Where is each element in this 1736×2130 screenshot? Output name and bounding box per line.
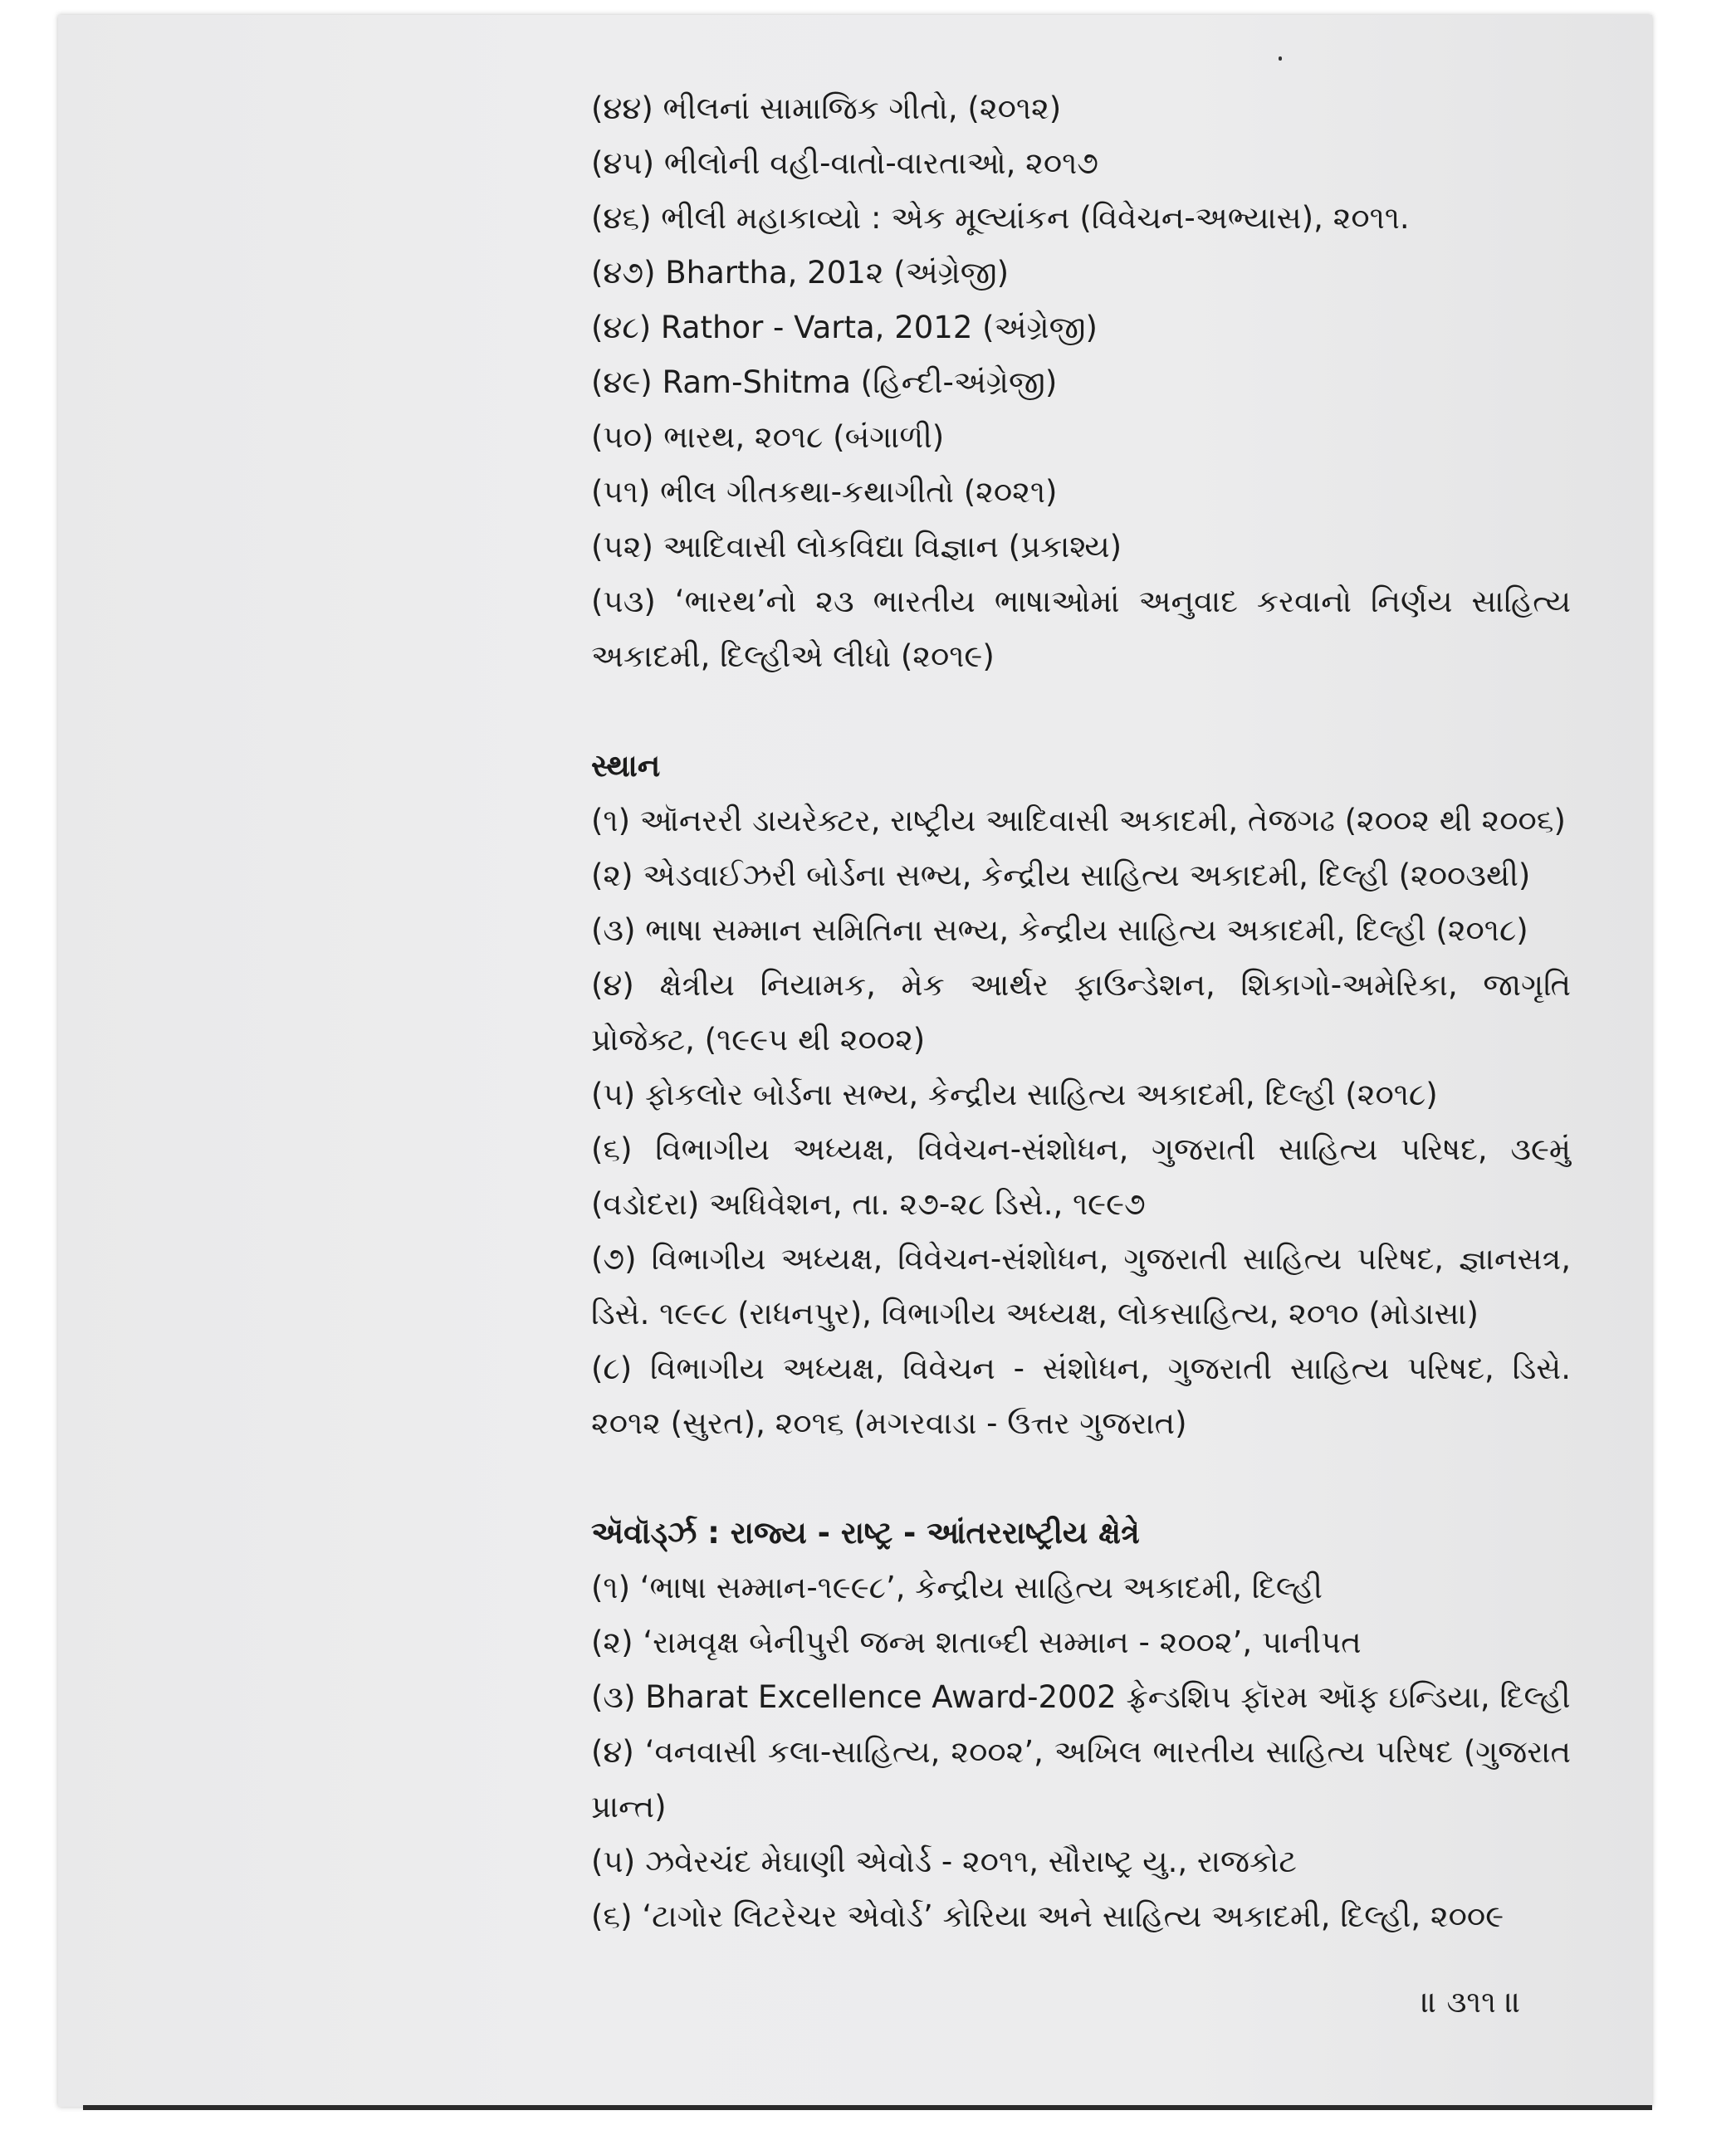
list-item: (૪૫) ભીલોની વહી-વાતો-વારતાઓ, ૨૦૧૭: [591, 145, 1098, 181]
positions-section: [591, 739, 1571, 1451]
section-heading: સ્થાન: [591, 748, 661, 784]
list-item: (૫૩) ‘ભારથ’નો ૨૩ ભારતીય ભાષાઓમાં અનુવાદ કરવાનો નિર્ણય સાહિત્ય અકાદમી, દિલ્હીએ લીધો (૨૦૧૯): [591, 584, 1571, 674]
list-item: (૪૮) Rathor - Varta, 2012 (અંગ્રેજી): [591, 310, 1098, 345]
ink-speck: [1279, 56, 1282, 61]
list-item: (૪૭) Bhartha, 201૨ (અંગ્રેજી): [591, 255, 1010, 291]
page-bottom-edge: [83, 2105, 1652, 2110]
list-item: (૬) ‘ટાગોર લિટરેચર એવોર્ડ’ કોરિયા અને સાહિત્ય અકાદમી, દિલ્હી, ૨૦૦૯: [591, 1898, 1504, 1934]
list-item: (૪૪) ભીલનાં સામાજિક ગીતો, (૨૦૧૨): [591, 90, 1062, 126]
books-list: [591, 81, 1571, 684]
list-item: (૨) ‘રામવૃક્ષ બેનીપુરી જન્મ શતાબ્દી સમ્માન - ૨૦૦૨’, પાનીપત: [591, 1624, 1362, 1660]
section-gap: [591, 1451, 1571, 1506]
list-item: (૪) ‘વનવાસી કલા-સાહિત્ય, ૨૦૦૨’, અખિલ ભારતીય સાહિત્ય પરિષદ (ગુજરાત પ્રાન્ત): [591, 1734, 1571, 1825]
list-item: (૩) Bharat Excellence Award-2002 ફ્રેન્ડશિપ ફૉરમ ઑફ ઇન્ડિયા, દિલ્હી: [591, 1679, 1571, 1715]
list-item: (૬) વિભાગીય અધ્યક્ષ, વિવેચન-સંશોધન, ગુજરાતી સાહિત્ય પરિષદ, ૩૯મું (વડોદરા) અધિવેશન, તા. ૨૭-૨૮ ડિસે., ૧૯૯૭: [591, 1131, 1571, 1222]
list-item: (૮) વિભાગીય અધ્યક્ષ, વિવેચન - સંશોધન, ગુજરાતી સાહિત્ય પરિષદ, ડિસે. ૨૦૧૨ (સુરત), ૨૦૧૬ (મગરવાડા - ઉત્તર ગુજરાત): [591, 1351, 1571, 1441]
list-item: (૨) એડવાઈઝરી બોર્ડના સભ્ય, કેન્દ્રીય સાહિત્ય અકાદમી, દિલ્હી (૨૦૦૩થી): [591, 857, 1531, 893]
list-item: (૫૦) ભારથ, ૨૦૧૮ (બંગાળી): [591, 419, 945, 455]
list-item: (૫૨) આદિવાસી લોકવિદ્યા વિજ્ઞાન (પ્રકાશ્ય): [591, 529, 1122, 564]
awards-section: [591, 1506, 1571, 1944]
list-item: (૪) ક્ષેત્રીય નિયામક, મેક આર્થર ફાઉન્ડેશન, શિકાગો-અમેરિકા, જાગૃતિ પ્રોજેક્ટ, (૧૯૯૫ થી ૨૦૦૨): [591, 967, 1571, 1058]
page-number: ॥ ૩૧૧ ॥: [1421, 1986, 1522, 2020]
list-item: (૫) ઝવેરચંદ મેઘાણી એવોર્ડ - ૨૦૧૧, સૌરાષ્ટ્ર યુ., રાજકોટ: [591, 1844, 1297, 1879]
list-item: (૧) ઑનરરી ડાયરેક્ટર, રાષ્ટ્રીય આદિવાસી અકાદમી, તેજગઢ (૨૦૦૨ થી ૨૦૦૬): [591, 803, 1566, 838]
list-item: (૪૯) Ram-Shitma (હિન્દી-અંગ્રેજી): [591, 364, 1058, 400]
list-item: (૪૬) ભીલી મહાકાવ્યો : એક મૂલ્યાંકન (વિવેચન-અભ્યાસ), ૨૦૧૧.: [591, 200, 1410, 236]
page-content: [591, 81, 1571, 1944]
list-item: (૫) ફોકલોર બોર્ડના સભ્ય, કેન્દ્રીય સાહિત્ય અકાદમી, દિલ્હી (૨૦૧૮): [591, 1077, 1438, 1112]
list-item: (૧) ‘ભાષા સમ્માન-૧૯૯૮’, કેન્દ્રીય સાહિત્ય અકાદમી, દિલ્હી: [591, 1570, 1323, 1605]
list-item: (૭) વિભાગીય અધ્યક્ષ, વિવેચન-સંશોધન, ગુજરાતી સાહિત્ય પરિષદ, જ્ઞાનસત્ર, ડિસે. ૧૯૯૮ (રાધનપુર), વિભાગીય અધ્યક્ષ, લોકસાહિત્ય, ૨૦૧૦ (મોડાસા): [591, 1241, 1571, 1331]
section-gap: [591, 684, 1571, 739]
list-item: (૩) ભાષા સમ્માન સમિતિના સભ્ય, કેન્દ્રીય સાહિત્ય અકાદમી, દિલ્હી (૨૦૧૮): [591, 912, 1528, 948]
section-heading: ઍવૉર્ડ્ઝ : રાજ્ય - રાષ્ટ્ર - આંતરરાષ્ટ્રીય ક્ષેત્રે: [591, 1515, 1140, 1551]
list-item: (૫૧) ભીલ ગીતકથા-કથાગીતો (૨૦૨૧): [591, 474, 1058, 510]
